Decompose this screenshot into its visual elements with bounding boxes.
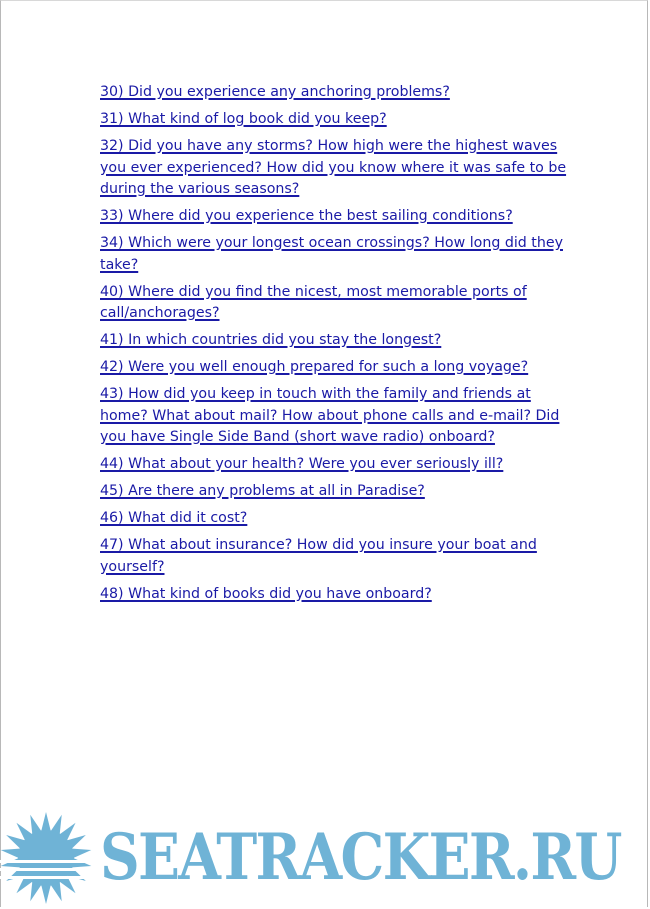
list-item bbox=[100, 583, 570, 605]
list-item bbox=[100, 507, 570, 529]
question-link-48[interactable]: 48) What kind of books did you have onboard? bbox=[100, 585, 432, 602]
list-item bbox=[100, 383, 570, 448]
list-item bbox=[100, 205, 570, 227]
watermark-text: SEATRACKER.RU bbox=[100, 820, 621, 895]
question-link-list bbox=[100, 81, 570, 610]
list-item bbox=[100, 480, 570, 502]
sun-icon bbox=[0, 812, 95, 904]
list-item bbox=[100, 108, 570, 130]
question-link-47[interactable]: 47) What about insurance? How did you insure your boat and yourself? bbox=[100, 537, 537, 575]
question-link-44[interactable]: 44) What about your health? Were you ever seriously ill? bbox=[100, 456, 504, 472]
list-item bbox=[100, 453, 570, 475]
question-link-40[interactable]: 40) Where did you find the nicest, most memorable ports of call/anchorages? bbox=[100, 283, 527, 321]
question-link-43[interactable]: 43) How did you keep in touch with the family and friends at home? What about mail? How about phone calls and e-mail? Did you have Single Side Band (short wave radio) onboard? bbox=[100, 386, 560, 445]
list-item bbox=[100, 135, 570, 200]
question-link-34[interactable]: 34) Which were your longest ocean crossings? How long did they take? bbox=[100, 235, 563, 273]
question-link-42[interactable]: 42) Were you well enough prepared for such a long voyage? bbox=[100, 359, 529, 375]
question-link-46[interactable]: 46) What did it cost? bbox=[100, 510, 248, 526]
question-link-32[interactable]: 32) Did you have any storms? How high were the highest waves you ever experienced? How did you know where it was safe to be during the various seasons? bbox=[100, 138, 567, 197]
question-link-33[interactable]: 33) Where did you experience the best sailing conditions? bbox=[100, 208, 513, 224]
list-item bbox=[100, 356, 570, 378]
list-item bbox=[100, 232, 570, 275]
question-link-30[interactable]: 30) Did you experience any anchoring problems? bbox=[100, 84, 450, 100]
question-link-41[interactable]: 41) In which countries did you stay the longest? bbox=[100, 332, 442, 348]
question-link-45[interactable]: 45) Are there any problems at all in Paradise? bbox=[100, 483, 425, 499]
question-link-31[interactable]: 31) What kind of log book did you keep? bbox=[100, 111, 387, 127]
list-item bbox=[100, 281, 570, 324]
list-item bbox=[100, 81, 570, 103]
list-item bbox=[100, 534, 570, 577]
list-item bbox=[100, 329, 570, 351]
